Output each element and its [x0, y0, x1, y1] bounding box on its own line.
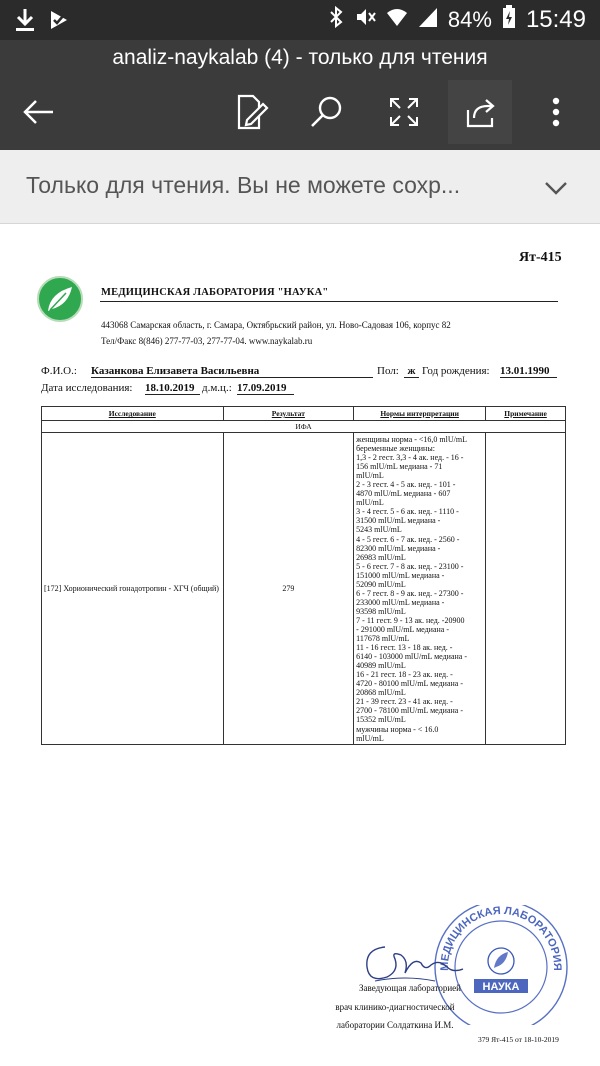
notification-check-icon	[48, 7, 70, 38]
study-date: 18.10.2019	[145, 382, 200, 395]
more-vertical-icon	[551, 97, 561, 127]
document-id: Ят-415	[519, 250, 562, 265]
dms-date: 17.09.2019	[237, 382, 294, 395]
reference-norms	[354, 433, 486, 745]
patient-sex: ж	[404, 365, 419, 378]
back-button[interactable]	[8, 82, 68, 142]
search-icon	[309, 95, 343, 129]
sex-label: Пол:	[377, 365, 399, 377]
lab-address: 443068 Самарская область, г. Самара, Октябрьский район, ул. Ново-Садовая 106, корпус 82	[101, 320, 451, 330]
group-label: ИФА	[42, 421, 566, 433]
lab-logo	[36, 275, 84, 323]
norm-line: 7 - 11 гест. 9 - 13 ак. нед. -20900	[356, 615, 465, 625]
fullscreen-button[interactable]	[374, 82, 434, 142]
battery-icon	[502, 5, 516, 35]
share-icon	[462, 94, 498, 130]
norm-line: 233000 mlU/mL медиана -	[356, 597, 445, 607]
footer-code: 379 Ят-415 от 18-10-2019	[478, 1035, 559, 1044]
norm-line: 11 - 16 гест. 13 - 18 ак. нед. -	[356, 643, 453, 653]
table-row	[42, 433, 566, 745]
lab-name: МЕДИЦИНСКАЯ ЛАБОРАТОРИЯ "НАУКА"	[101, 287, 329, 298]
more-options-button[interactable]	[526, 82, 586, 142]
share-button[interactable]	[448, 80, 512, 144]
edit-button[interactable]	[222, 82, 282, 142]
norm-line: 21 - 39 гест. 23 - 41 ак. нед. -	[356, 697, 453, 707]
norm-line: 4720 - 80100 mlU/mL медиана -	[356, 679, 463, 689]
norm-line: 82300 mlU/mL медиана -	[356, 543, 441, 553]
norm-line: 6 - 7 гест. 8 - 9 ак. нед. - 27300 -	[356, 588, 464, 598]
norm-line: 4870 mlU/mL медиана - 607	[356, 489, 451, 499]
header-norms: Нормы интерпретации	[354, 407, 486, 421]
stamp-text: МЕДИЦИНСКАЯ ЛАБОРАТОРИЯ	[438, 905, 564, 971]
download-icon	[14, 7, 36, 38]
norm-line: женщины норма - <16,0 mlU/mL	[356, 435, 467, 444]
app-toolbar	[0, 40, 600, 150]
norm-line: 2 - 3 гест. 4 - 5 ак. нед. - 101 -	[356, 480, 456, 490]
back-arrow-icon	[21, 97, 55, 127]
chevron-down-icon	[544, 181, 568, 195]
norm-line: mlU/mL	[356, 733, 384, 743]
header-divider	[100, 301, 558, 302]
norm-line: mlU/mL	[356, 471, 384, 481]
clock: 15:49	[525, 6, 586, 33]
mute-icon	[354, 6, 376, 34]
signature-line-2: врач клинико-диагностической	[335, 1002, 455, 1012]
norm-line: 26983 mlU/mL	[356, 552, 406, 562]
norm-line: 93598 mlU/mL	[356, 606, 406, 616]
results-table	[41, 406, 566, 745]
document-page	[0, 225, 600, 1066]
norm-line: 15352 mlU/mL	[356, 715, 406, 725]
test-name: [172] Хорионический гонадотропин - ХГЧ (общий)	[42, 433, 224, 745]
readonly-message: Только для чтения. Вы не можете сохр...	[26, 172, 461, 198]
norm-line: 31500 mlU/mL медиана -	[356, 516, 441, 526]
birth-label: Год рождения:	[422, 365, 490, 377]
group-row	[42, 421, 566, 433]
patient-birth: 13.01.1990	[500, 365, 557, 378]
test-result: 279	[223, 433, 354, 745]
edit-document-icon	[235, 94, 269, 130]
header-note: Примечание	[486, 407, 566, 421]
signature-line-3: лаборатории Солдаткина И.М.	[336, 1020, 454, 1030]
norm-line: 1,3 - 2 гест. 3,3 - 4 ак. нед. - 16 -	[356, 453, 464, 463]
norm-line: мужчины норма - < 16.0	[356, 724, 439, 734]
norm-line: 2700 - 78100 mlU/mL медиана -	[356, 706, 463, 716]
search-button[interactable]	[296, 82, 356, 142]
wifi-icon	[386, 6, 408, 34]
expand-icon	[388, 96, 420, 128]
readonly-banner[interactable]	[0, 150, 600, 224]
lab-contacts: Тел/Факс 8(846) 277-77-03, 277-77-04. www.naykalab.ru	[101, 336, 313, 346]
signal-icon	[418, 6, 438, 34]
norm-line: 117678 mlU/mL	[356, 634, 410, 644]
header-test: Исследование	[42, 407, 224, 421]
bluetooth-icon	[328, 5, 344, 35]
battery-percent: 84%	[447, 7, 492, 32]
norm-line: 6140 - 103000 mlU/mL медиана -	[356, 652, 467, 662]
test-note	[486, 433, 566, 745]
norm-line: беременные женщины:	[356, 444, 435, 454]
document-title: analiz-naykalab (4) - только для чтения	[112, 46, 488, 69]
norm-line: 40989 mlU/mL	[356, 661, 406, 671]
status-bar	[0, 0, 600, 40]
norm-line: 16 - 21 гест. 18 - 23 ак. нед. -	[356, 670, 453, 680]
norm-line: 156 mlU/mL медиана - 71	[356, 462, 443, 472]
header-result: Результат	[223, 407, 354, 421]
fio-label: Ф.И.О.:	[41, 365, 77, 377]
norm-line: mlU/mL	[356, 498, 384, 508]
norm-line: - 291000 mlU/mL медиана -	[356, 624, 449, 634]
dms-label: д.м.ц.:	[202, 382, 232, 394]
norm-line: 52090 mlU/mL	[356, 579, 406, 589]
patient-name: Казанкова Елизавета Васильевна	[91, 365, 373, 378]
signature-line-1: Заведующая лабораторией	[359, 983, 461, 993]
date-label: Дата исследования:	[41, 382, 133, 394]
norm-line: 20868 mlU/mL	[356, 688, 406, 698]
norm-line: 4 - 5 гест. 6 - 7 ак. нед. - 2560 -	[356, 534, 460, 544]
expand-banner-button[interactable]	[536, 168, 576, 208]
norm-line: 5243 mlU/mL	[356, 525, 402, 535]
table-header-row	[42, 407, 566, 421]
stamp-name: НАУКА	[482, 981, 520, 993]
norm-line: 3 - 4 гест. 5 - 6 ак. нед. - 1110 -	[356, 507, 459, 517]
norm-line: 151000 mlU/mL медиана -	[356, 570, 445, 580]
norm-line: 5 - 6 гест. 7 - 8 ак. нед. - 23100 -	[356, 561, 464, 571]
